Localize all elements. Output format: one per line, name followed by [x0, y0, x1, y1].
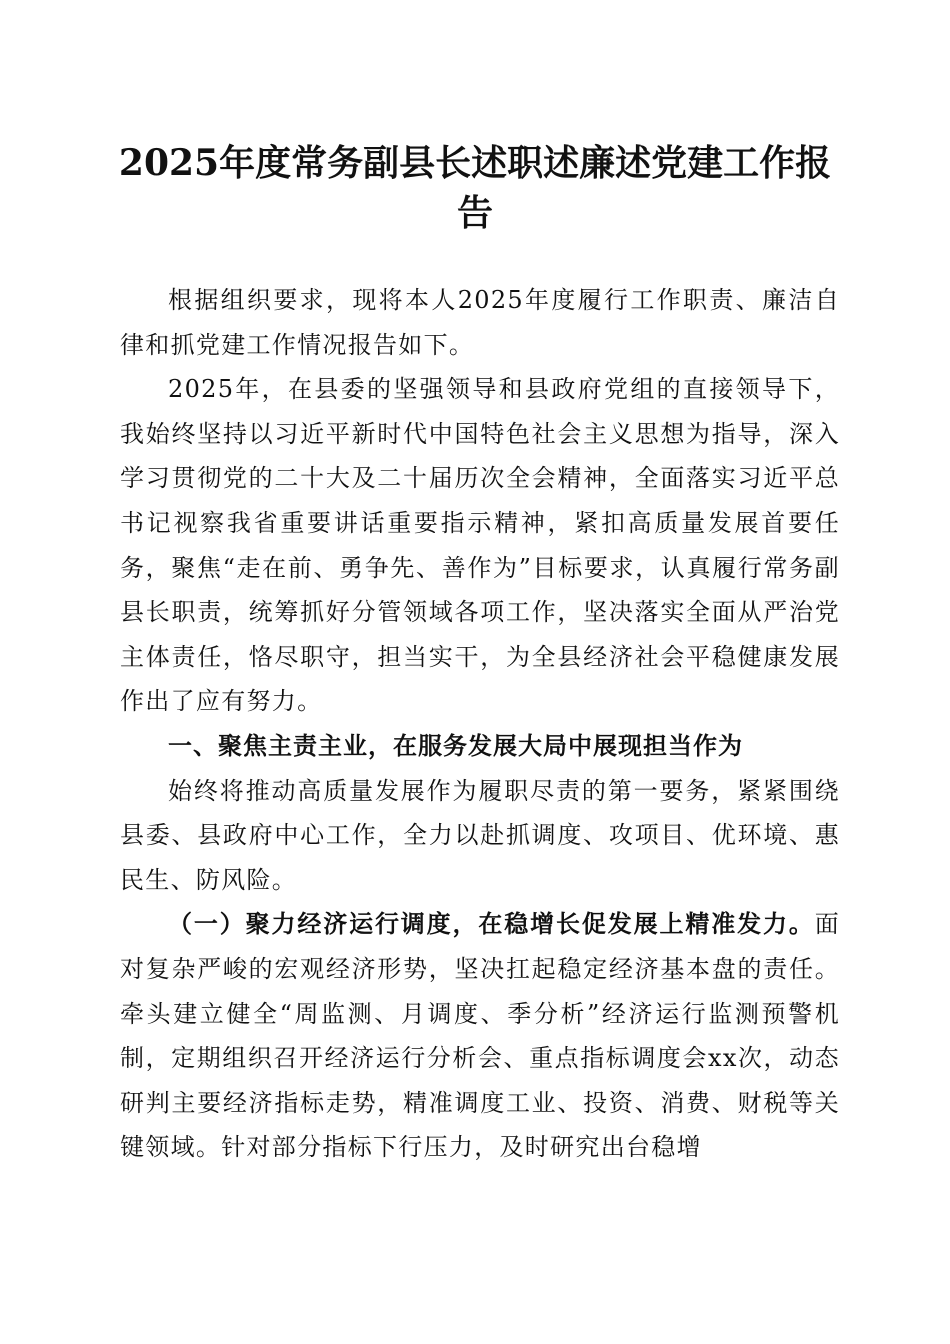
intro-paragraph: 根据组织要求，现将本人2025年度履行工作职责、廉洁自律和抓党建工作情况报告如下。 — [120, 286, 840, 359]
overview-paragraph: 2025年，在县委的坚强领导和县政府党组的直接领导下，我始终坚持以习近平新时代中国特色社会主义思想为指导，深入学习贯彻党的二十大及二十届历次全会精神，全面落实习近平总书记视察我省重要讲话重要指示精神，紧扣高质量发展首要任务，聚焦“走在前、勇争先、善作为”目标要求，认真履行常务副县长职责，统筹抓好分管领域各项工作，坚决落实全面从严治党主体责任，恪尽职守，担当实干，为全县经济社会平稳健康发展作出了应有努力。 — [120, 375, 840, 716]
document-body — [120, 278, 840, 1170]
subsection-1-heading: （一）聚力经济运行调度，在稳增长促发展上精准发力。 — [168, 909, 815, 939]
subsection-1-paragraph — [120, 902, 840, 1170]
subsection-1-body: 面对复杂严峻的宏观经济形势，坚决扛起稳定经济基本盘的责任。牵头建立健全“周监测、月调度、季分析”经济运行监测预警机制，定期组织召开经济运行分析会、重点指标调度会xx次，动态研判主要经济指标走势，精准调度工业、投资、消费、财税等关键领域。针对部分指标下行压力，及时研究出台稳增 — [120, 910, 840, 1162]
document-title: 2025年度常务副县长述职述廉述党建工作报告 — [118, 142, 832, 234]
section-1-paragraph: 始终将推动高质量发展作为履职尽责的第一要务，紧紧围绕县委、县政府中心工作，全力以赴抓调度、攻项目、优环境、惠民生、防风险。 — [120, 776, 840, 894]
section-1-heading: 一、聚焦主责主业，在服务发展大局中展现担当作为 — [168, 731, 743, 760]
